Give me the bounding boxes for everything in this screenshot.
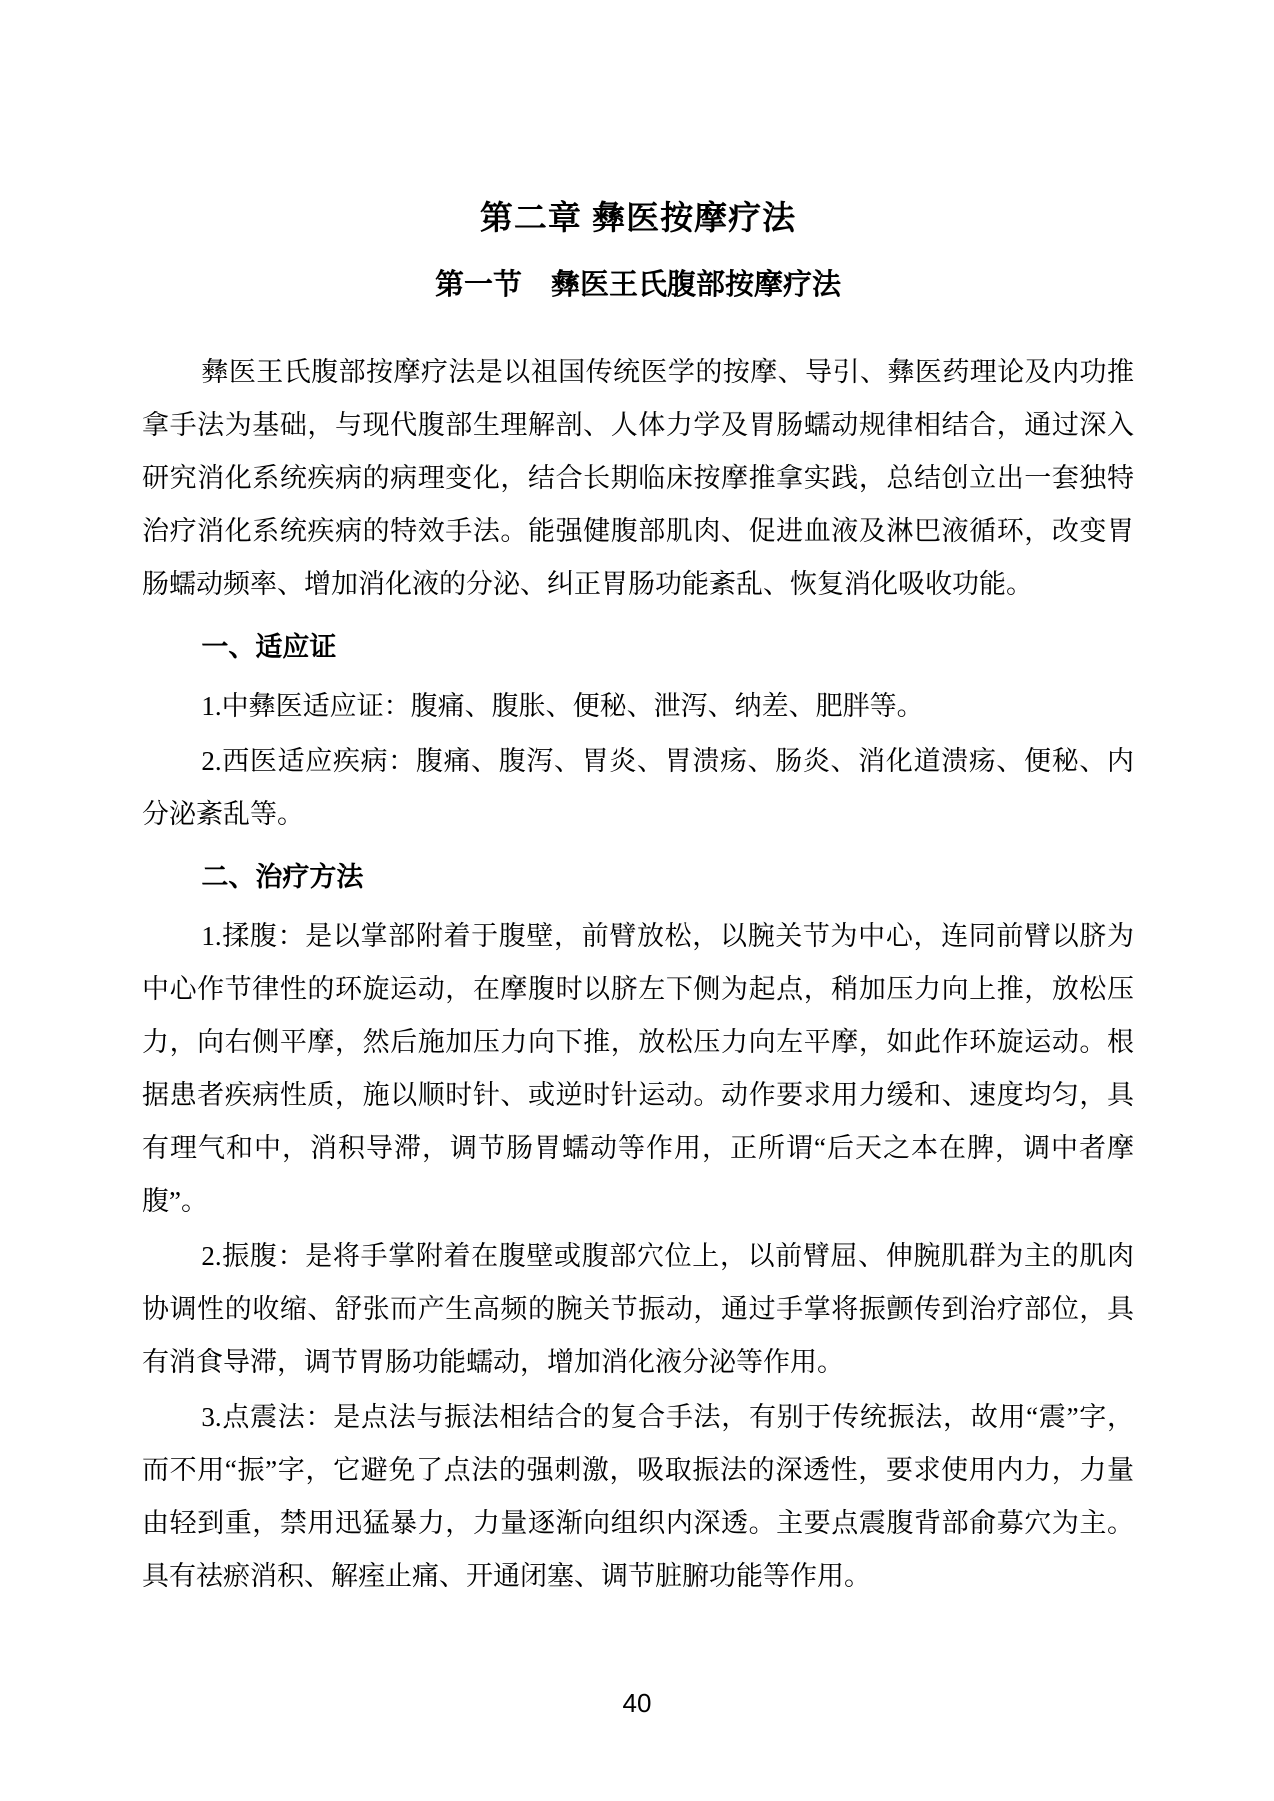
treatment-item-1: 1.揉腹：是以掌部附着于腹壁，前臂放松，以腕关节为中心，连同前臂以脐为中心作节律性的环旋运动，在摩腹时以脐左下侧为起点，稍加压力向上推，放松压力，向右侧平摩，然后施加压力向下推，放松压力向左平摩，如此作环旋运动。根据患者疾病性质，施以顺时针、或逆时针运动。动作要求用力缓和、速度均匀，具有理气和中，消积导滞，调节肠胃蠕动等作用，正所谓“后天之本在脾，调中者摩腹”。	[142, 921, 1134, 1216]
indication-item-2: 2.西医适应疾病：腹痛、腹泻、胃炎、胃溃疡、肠炎、消化道溃疡、便秘、内分泌紊乱等。	[142, 746, 1134, 829]
intro-paragraph: 彝医王氏腹部按摩疗法是以祖国传统医学的按摩、导引、彝医药理论及内功推拿手法为基础，与现代腹部生理解剖、人体力学及胃肠蠕动规律相结合，通过深入研究消化系统疾病的病理变化，结合长期临床按摩推拿实践，总结创立出一套独特治疗消化系统疾病的特效手法。能强健腹部肌肉、促进血液及淋巴液循环，改变胃肠蠕动频率、增加消化液的分泌、纠正胃肠功能紊乱、恢复消化吸收功能。	[142, 357, 1134, 599]
page-number: 40	[622, 1688, 652, 1718]
chapter-title: 第二章 彝医按摩疗法	[479, 199, 797, 236]
treatment-item-3: 3.点震法：是点法与振法相结合的复合手法，有别于传统振法，故用“震”字，而不用“振”字，它避免了点法的强刺激，吸取振法的深透性，要求使用内力，力量由轻到重，禁用迅猛暴力，力量逐渐向组织内深透。主要点震腹背部俞募穴为主。具有祛瘀消积、解痓止痛、开通闭塞、调节脏腑功能等作用。	[142, 1402, 1134, 1591]
indication-item-1: 1.中彝医适应证：腹痛、腹胀、便秘、泄泻、纳差、肥胖等。	[201, 691, 924, 721]
heading-indications: 一、适应证	[201, 632, 337, 662]
document-body	[142, 346, 1134, 1603]
section-title: 第一节 彝医王氏腹部按摩疗法	[434, 269, 841, 301]
treatment-item-2: 2.振腹：是将手掌附着在腹壁或腹部穴位上，以前臂屈、伸腕肌群为主的肌肉协调性的收缩、舒张而产生高频的腕关节振动，通过手掌将振颤传到治疗部位，具有消食导滞，调节胃肠功能蠕动，增加消化液分泌等作用。	[142, 1241, 1134, 1377]
heading-treatment: 二、治疗方法	[201, 862, 364, 892]
